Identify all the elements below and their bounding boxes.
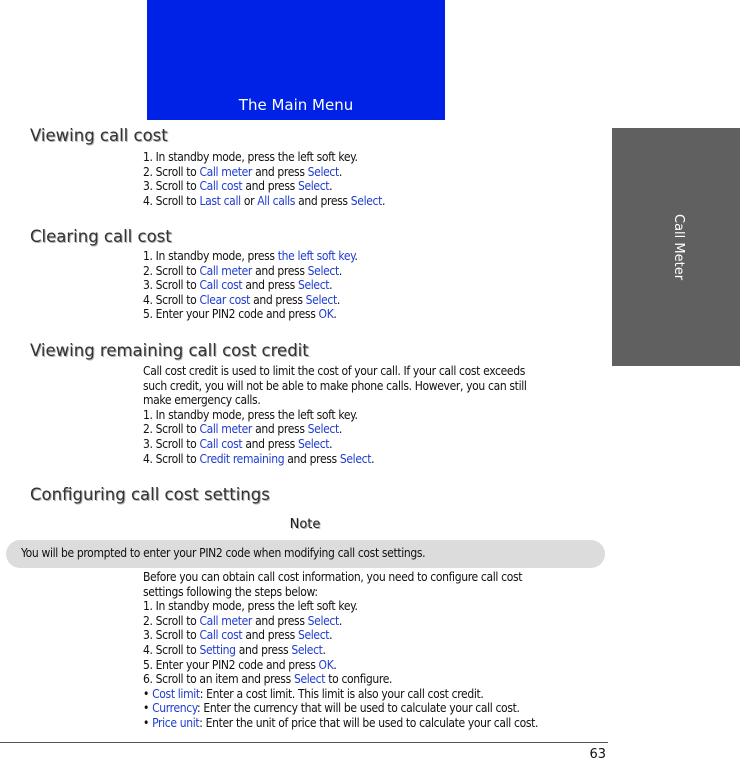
menu-term: Price unit [152, 715, 200, 730]
step-text: and press [284, 451, 340, 466]
menu-term: Credit remaining [199, 451, 285, 466]
bullet-line [143, 687, 611, 702]
step-text: . [354, 249, 358, 263]
menu-term: Select [307, 263, 339, 278]
step-text: : Enter the currency that will be used to calculate your call cost. [197, 701, 520, 716]
menu-term: Call cost [199, 436, 243, 451]
heading-remaining-credit: Viewing remaining call cost credit [30, 341, 309, 360]
menu-term: Call cost [199, 628, 243, 643]
step-text: . [322, 642, 326, 657]
step-text: . [329, 628, 333, 643]
step-text: 3. Scroll to [143, 436, 200, 451]
menu-term: Clear cost [199, 292, 250, 307]
step-text: 2. Scroll to [143, 164, 200, 179]
step-text: and press [252, 164, 308, 179]
paragraph-line: settings following the steps below: [143, 584, 318, 599]
step-text: 1. In standby mode, press the left soft key. [143, 407, 358, 422]
step-line [143, 307, 611, 322]
step-text: and press [252, 263, 308, 278]
step-text: . [338, 263, 342, 278]
steps-clearing-call-cost [143, 249, 611, 322]
step-text: and press [252, 613, 308, 628]
banner-title: The Main Menu [238, 96, 354, 114]
menu-term: Select [305, 292, 337, 307]
bullet-mark: • [143, 715, 153, 730]
menu-term: Select [293, 672, 326, 687]
menu-term: Select [297, 278, 330, 293]
menu-term: Call meter [199, 613, 252, 628]
menu-term: Setting [199, 642, 236, 657]
step-line [143, 179, 611, 194]
step-text: . [371, 451, 375, 466]
menu-term: OK [318, 657, 334, 672]
step-text: . [333, 657, 337, 672]
step-text: . [333, 307, 337, 322]
step-line [143, 293, 611, 308]
step-text: 5. Enter your PIN2 code and press [143, 657, 319, 672]
menu-term: Select [307, 422, 339, 437]
step-text: : Enter a cost limit. This limit is also your call cost credit. [199, 686, 484, 701]
step-text: 1. In standby mode, press [143, 249, 278, 263]
step-text: 4. Scroll to [143, 193, 200, 208]
menu-term: OK [318, 307, 334, 322]
step-line [143, 165, 611, 180]
step-text: and press [242, 179, 298, 194]
step-text: to configure. [325, 672, 393, 687]
note-box [6, 540, 605, 568]
step-text: and press [250, 292, 306, 307]
steps-configuring-settings [143, 570, 611, 731]
step-line [143, 264, 611, 279]
step-text: 2. Scroll to [143, 263, 200, 278]
bullet-mark: • [143, 686, 153, 701]
step-line [143, 614, 611, 629]
bullet-line [143, 716, 611, 731]
step-line [143, 599, 611, 614]
step-line [143, 643, 611, 658]
menu-term: Select [307, 613, 339, 628]
bullet-line [143, 701, 611, 716]
step-line [143, 150, 611, 165]
chapter-tab [612, 128, 740, 366]
menu-term: Select [350, 193, 382, 208]
menu-term: Select [339, 451, 372, 466]
step-line [143, 278, 611, 293]
step-text: . [329, 436, 333, 451]
step-line [143, 422, 611, 437]
step-text: . [329, 179, 333, 194]
step-text: 1. In standby mode, press the left soft key. [143, 599, 358, 614]
menu-term: Last call [199, 193, 241, 208]
step-line [143, 194, 611, 209]
menu-term: Select [297, 628, 330, 643]
paragraph-line: Call cost credit is used to limit the cost of your call. If your call cost exceeds [143, 364, 525, 378]
step-text: and press [235, 642, 292, 657]
menu-term: Cost limit [152, 686, 200, 701]
step-line [143, 658, 611, 673]
footer-rule [0, 742, 608, 743]
step-line [143, 408, 611, 423]
step-text: 4. Scroll to [143, 292, 200, 307]
step-text: 3. Scroll to [143, 628, 200, 643]
main-menu-banner [147, 0, 445, 120]
step-text: and press [242, 278, 298, 293]
steps-viewing-call-cost [143, 150, 611, 208]
step-text: . [381, 193, 386, 208]
page-number: 63 [589, 747, 606, 762]
step-text: 3. Scroll to [143, 278, 200, 293]
step-text: 5. Enter your PIN2 code and press [143, 307, 319, 322]
step-text: : Enter the unit of price that will be used to calculate your call cost. [199, 715, 539, 730]
menu-term: Select [291, 642, 323, 657]
heading-viewing-call-cost: Viewing call cost [30, 126, 168, 145]
step-text: . [329, 278, 333, 293]
step-line [143, 437, 611, 452]
step-text: and press [242, 628, 298, 643]
menu-term: Call meter [199, 263, 252, 278]
step-text: 1. In standby mode, press the left soft key. [143, 150, 358, 164]
note-title: Note [289, 517, 321, 532]
step-line [143, 628, 611, 643]
step-text: 6. Scroll to an item and press [143, 672, 294, 687]
steps-remaining-credit [143, 364, 611, 466]
step-text: . [338, 613, 342, 628]
note-text: You will be prompted to enter your PIN2 code when modifying call cost settings. [21, 546, 426, 560]
menu-term: Select [307, 164, 339, 179]
step-text: 3. Scroll to [143, 179, 200, 194]
step-text: and press [295, 193, 351, 208]
step-text: or [240, 193, 258, 208]
heading-clearing-call-cost: Clearing call cost [30, 227, 172, 246]
chapter-tab-label: Call Meter [671, 213, 686, 281]
menu-term: Select [297, 436, 330, 451]
menu-term: Call meter [199, 164, 252, 179]
step-line [143, 249, 611, 264]
menu-term: All calls [257, 193, 296, 208]
step-line [143, 452, 611, 467]
menu-term: Call meter [199, 422, 252, 437]
paragraph-line: such credit, you will not be able to make phone calls. However, you can still [143, 378, 527, 393]
menu-term: Call cost [199, 179, 243, 194]
step-text: and press [242, 436, 298, 451]
step-text: 4. Scroll to [143, 451, 200, 466]
step-text: 2. Scroll to [143, 613, 200, 628]
menu-term: Call cost [199, 278, 243, 293]
step-text: . [338, 164, 342, 179]
heading-configuring-settings: Configuring call cost settings [30, 485, 270, 504]
step-text: . [338, 422, 342, 437]
step-line [143, 672, 611, 687]
menu-term: the left soft key [277, 249, 355, 263]
step-text: 2. Scroll to [143, 422, 200, 437]
step-text: 4. Scroll to [143, 642, 200, 657]
paragraph-line: Before you can obtain call cost information, you need to configure call cost [143, 570, 523, 584]
menu-term: Currency [152, 701, 198, 716]
bullet-mark: • [143, 701, 153, 716]
step-text: and press [252, 422, 308, 437]
menu-term: Select [297, 179, 330, 194]
step-text: . [336, 292, 340, 307]
paragraph-line: make emergency calls. [143, 393, 261, 408]
